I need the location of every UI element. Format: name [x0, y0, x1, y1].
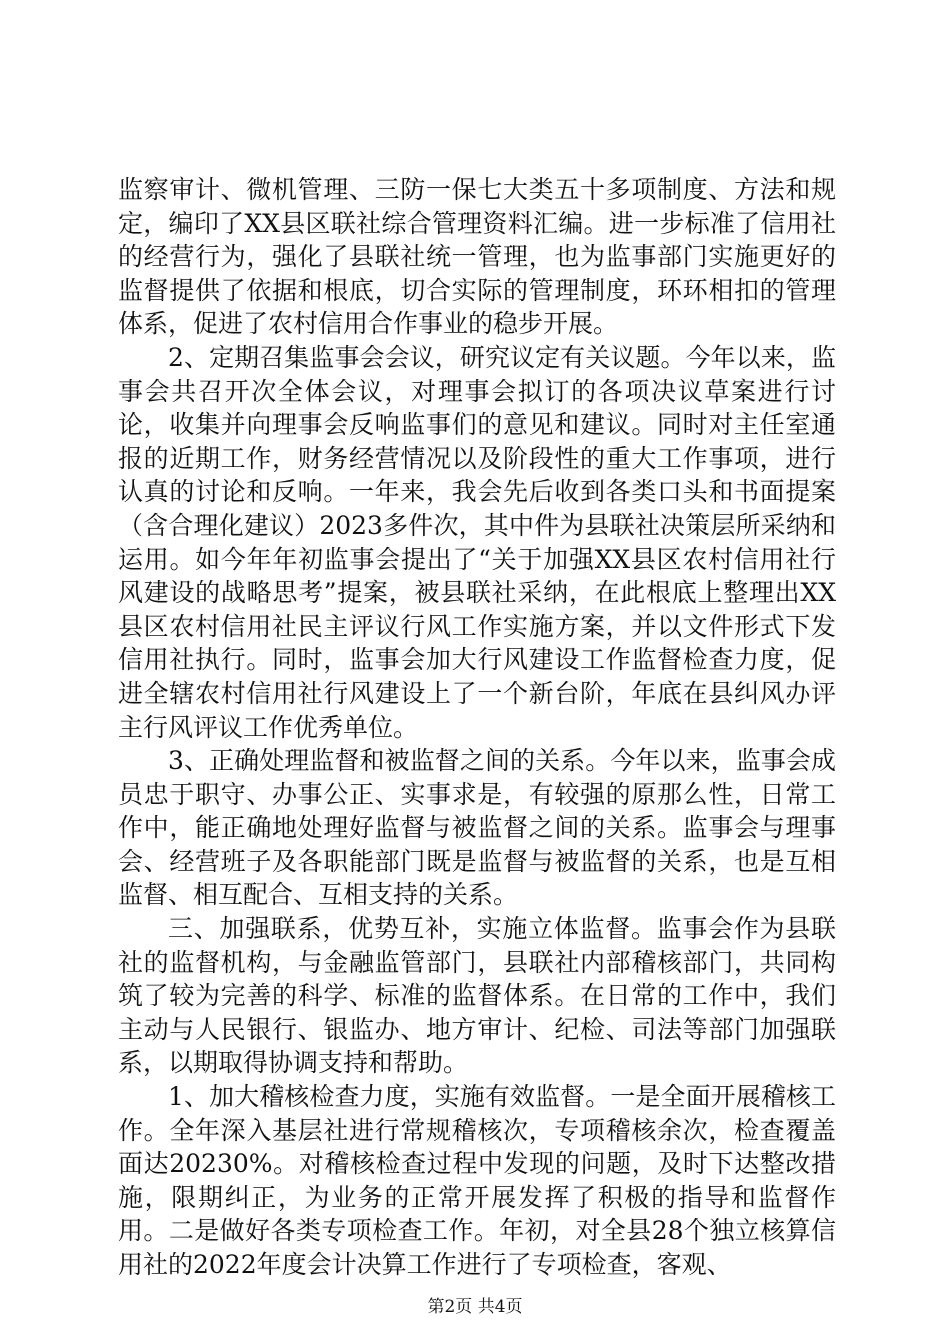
paragraph-4: 三、加强联系，优势互补，实施立体监督。监事会作为县联社的监督机构，与金融监管部门，县联社内部稽核部门，共同构筑了较为完善的科学、标准的监督体系。在日常的工作中，我们主动与人民银行、银监办、地方审计、纪检、司法等部门加强联系，以期取得协调支持和帮助。 — [118, 914, 836, 1078]
body-text — [118, 173, 836, 1282]
paragraph-1: 监察审计、微机管理、三防一保七大类五十多项制度、方法和规定，编印了XX县区联社综合管理资料汇编。进一步标准了信用社的经营行为，强化了县联社统一管理，也为监事部门实施更好的监督提供了依据和根底，切合实际的管理制度，环环相扣的管理体系，促进了农村信用合作事业的稳步开展。 — [118, 175, 836, 339]
paragraph-5: 1、加大稽核检查力度，实施有效监督。一是全面开展稽核工作。全年深入基层社进行常规稽核次，专项稽核余次，检查覆盖面达20230%。对稽核检查过程中发现的问题，及时下达整改措施，限期纠正，为业务的正常开展发挥了积极的指导和监督作用。二是做好各类专项检查工作。年初，对全县28个独立核算信用社的2022年度会计决算工作进行了专项检查，客观、 — [118, 1082, 836, 1279]
page-footer: 第2页 共4页 — [427, 1297, 523, 1317]
paragraph-3: 3、正确处理监督和被监督之间的关系。今年以来，监事会成员忠于职守、办事公正、实事求是，有较强的原那么性，日常工作中，能正确地处理好监督与被监督之间的关系。监事会与理事会、经营班子及各职能部门既是监督与被监督的关系，也是互相监督、相互配合、互相支持的关系。 — [118, 746, 836, 910]
paragraph-2: 2、定期召集监事会会议，研究议定有关议题。今年以来，监事会共召开次全体会议，对理事会拟订的各项决议草案进行讨论，收集并向理事会反响监事们的意见和建议。同时对主任室通报的近期工作，财务经营情况以及阶段性的重大工作事项，进行认真的讨论和反响。一年来，我会先后收到各类口头和书面提案（含合理化建议）2023多件次，其中件为县联社决策层所采纳和运用。如今年年初监事会提出了“关于加强XX县区农村信用社行风建设的战略思考”提案，被县联社采纳，在此根底上整理出XX县区农村信用社民主评议行风工作实施方案，并以文件形式下发信用社执行。同时，监事会加大行风建设工作监督检查力度，促进全辖农村信用社行风建设上了一个新台阶，年底在县纠风办评主行风评议工作优秀单位。 — [118, 342, 836, 742]
